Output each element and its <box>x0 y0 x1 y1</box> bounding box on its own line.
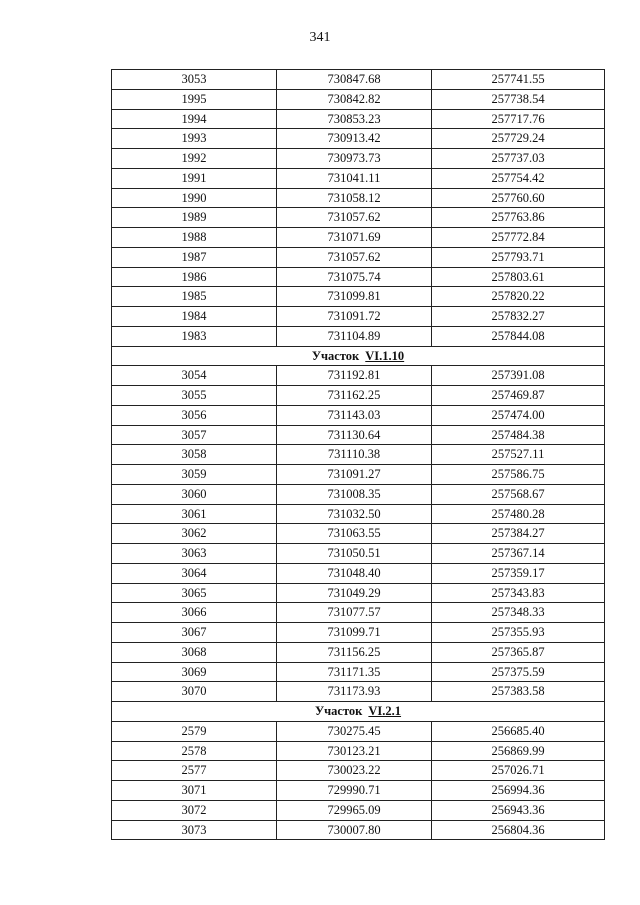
point-number-cell: 1988 <box>112 228 277 248</box>
table-row <box>112 544 605 564</box>
table-row <box>112 563 605 583</box>
point-number-cell: 3053 <box>112 70 277 90</box>
x-coordinate-cell: 731071.69 <box>277 228 432 248</box>
table-row <box>112 484 605 504</box>
x-coordinate-cell: 731048.40 <box>277 563 432 583</box>
section-prefix: Участок <box>314 704 363 719</box>
table-row <box>112 465 605 485</box>
point-number-cell: 1993 <box>112 129 277 149</box>
table-row <box>112 228 605 248</box>
point-number-cell: 3071 <box>112 781 277 801</box>
x-coordinate-cell: 731156.25 <box>277 642 432 662</box>
table-row <box>112 662 605 682</box>
section-id: VI.2.1 <box>368 704 402 719</box>
point-number-cell: 2579 <box>112 721 277 741</box>
point-number-cell: 3060 <box>112 484 277 504</box>
y-coordinate-cell: 256804.36 <box>432 820 605 840</box>
x-coordinate-cell: 731049.29 <box>277 583 432 603</box>
table-row <box>112 89 605 109</box>
point-number-cell: 1983 <box>112 326 277 346</box>
point-number-cell: 1985 <box>112 287 277 307</box>
x-coordinate-cell: 731099.81 <box>277 287 432 307</box>
table-row <box>112 208 605 228</box>
x-coordinate-cell: 731008.35 <box>277 484 432 504</box>
x-coordinate-cell: 731162.25 <box>277 386 432 406</box>
point-number-cell: 1990 <box>112 188 277 208</box>
point-number-cell: 3067 <box>112 623 277 643</box>
point-number-cell: 3057 <box>112 425 277 445</box>
section-header <box>112 702 605 722</box>
table-row <box>112 603 605 623</box>
point-number-cell: 1992 <box>112 149 277 169</box>
y-coordinate-cell: 257384.27 <box>432 524 605 544</box>
y-coordinate-cell: 257738.54 <box>432 89 605 109</box>
point-number-cell: 1987 <box>112 247 277 267</box>
point-number-cell: 3059 <box>112 465 277 485</box>
x-coordinate-cell: 731143.03 <box>277 405 432 425</box>
x-coordinate-cell: 731063.55 <box>277 524 432 544</box>
point-number-cell: 3072 <box>112 800 277 820</box>
x-coordinate-cell: 731104.89 <box>277 326 432 346</box>
point-number-cell: 3065 <box>112 583 277 603</box>
table-row <box>112 129 605 149</box>
x-coordinate-cell: 731050.51 <box>277 544 432 564</box>
point-number-cell: 3069 <box>112 662 277 682</box>
table-row <box>112 800 605 820</box>
x-coordinate-cell: 730275.45 <box>277 721 432 741</box>
x-coordinate-cell: 731057.62 <box>277 208 432 228</box>
y-coordinate-cell: 256869.99 <box>432 741 605 761</box>
point-number-cell: 1989 <box>112 208 277 228</box>
coordinates-table <box>111 69 605 840</box>
table-row <box>112 781 605 801</box>
table-row <box>112 583 605 603</box>
point-number-cell: 1995 <box>112 89 277 109</box>
x-coordinate-cell: 730853.23 <box>277 109 432 129</box>
y-coordinate-cell: 257844.08 <box>432 326 605 346</box>
y-coordinate-cell: 257383.58 <box>432 682 605 702</box>
x-coordinate-cell: 731091.72 <box>277 307 432 327</box>
x-coordinate-cell: 731057.62 <box>277 247 432 267</box>
x-coordinate-cell: 731099.71 <box>277 623 432 643</box>
y-coordinate-cell: 257343.83 <box>432 583 605 603</box>
table-row <box>112 287 605 307</box>
table-row <box>112 623 605 643</box>
y-coordinate-cell: 257737.03 <box>432 149 605 169</box>
y-coordinate-cell: 257527.11 <box>432 445 605 465</box>
x-coordinate-cell: 731032.50 <box>277 504 432 524</box>
x-coordinate-cell: 731075.74 <box>277 267 432 287</box>
table-row <box>112 761 605 781</box>
y-coordinate-cell: 257348.33 <box>432 603 605 623</box>
point-number-cell: 3062 <box>112 524 277 544</box>
table-row <box>112 307 605 327</box>
table-row <box>112 445 605 465</box>
point-number-cell: 3068 <box>112 642 277 662</box>
point-number-cell: 1984 <box>112 307 277 327</box>
x-coordinate-cell: 730023.22 <box>277 761 432 781</box>
x-coordinate-cell: 730842.82 <box>277 89 432 109</box>
x-coordinate-cell: 730123.21 <box>277 741 432 761</box>
table-row <box>112 149 605 169</box>
x-coordinate-cell: 731173.93 <box>277 682 432 702</box>
x-coordinate-cell: 730007.80 <box>277 820 432 840</box>
y-coordinate-cell: 257760.60 <box>432 188 605 208</box>
table-row <box>112 741 605 761</box>
x-coordinate-cell: 730847.68 <box>277 70 432 90</box>
page-number: 341 <box>309 30 331 45</box>
section-header-row <box>112 702 605 722</box>
x-coordinate-cell: 731192.81 <box>277 366 432 386</box>
y-coordinate-cell: 257803.61 <box>432 267 605 287</box>
y-coordinate-cell: 257763.86 <box>432 208 605 228</box>
y-coordinate-cell: 257820.22 <box>432 287 605 307</box>
y-coordinate-cell: 257391.08 <box>432 366 605 386</box>
table-row <box>112 109 605 129</box>
table-row <box>112 247 605 267</box>
point-number-cell: 1994 <box>112 109 277 129</box>
y-coordinate-cell: 256685.40 <box>432 721 605 741</box>
section-header <box>112 346 605 366</box>
point-number-cell: 3054 <box>112 366 277 386</box>
y-coordinate-cell: 257832.27 <box>432 307 605 327</box>
table-row <box>112 70 605 90</box>
table-row <box>112 267 605 287</box>
y-coordinate-cell: 257484.38 <box>432 425 605 445</box>
point-number-cell: 3066 <box>112 603 277 623</box>
y-coordinate-cell: 257355.93 <box>432 623 605 643</box>
y-coordinate-cell: 257729.24 <box>432 129 605 149</box>
x-coordinate-cell: 729965.09 <box>277 800 432 820</box>
point-number-cell: 3063 <box>112 544 277 564</box>
y-coordinate-cell: 257365.87 <box>432 642 605 662</box>
y-coordinate-cell: 257474.00 <box>432 405 605 425</box>
table-row <box>112 366 605 386</box>
table-row <box>112 188 605 208</box>
table-row <box>112 386 605 406</box>
x-coordinate-cell: 731171.35 <box>277 662 432 682</box>
table-row <box>112 721 605 741</box>
x-coordinate-cell: 731130.64 <box>277 425 432 445</box>
y-coordinate-cell: 257367.14 <box>432 544 605 564</box>
point-number-cell: 3064 <box>112 563 277 583</box>
point-number-cell: 3070 <box>112 682 277 702</box>
point-number-cell: 3055 <box>112 386 277 406</box>
y-coordinate-cell: 257754.42 <box>432 168 605 188</box>
point-number-cell: 3073 <box>112 820 277 840</box>
section-prefix: Участок <box>311 348 360 363</box>
y-coordinate-cell: 257480.28 <box>432 504 605 524</box>
table-row <box>112 405 605 425</box>
x-coordinate-cell: 731091.27 <box>277 465 432 485</box>
y-coordinate-cell: 257793.71 <box>432 247 605 267</box>
x-coordinate-cell: 731058.12 <box>277 188 432 208</box>
point-number-cell: 3058 <box>112 445 277 465</box>
table-row <box>112 524 605 544</box>
y-coordinate-cell: 257717.76 <box>432 109 605 129</box>
y-coordinate-cell: 256943.36 <box>432 800 605 820</box>
point-number-cell: 1991 <box>112 168 277 188</box>
x-coordinate-cell: 731110.38 <box>277 445 432 465</box>
y-coordinate-cell: 256994.36 <box>432 781 605 801</box>
table-row <box>112 642 605 662</box>
point-number-cell: 3061 <box>112 504 277 524</box>
y-coordinate-cell: 257359.17 <box>432 563 605 583</box>
table-row <box>112 682 605 702</box>
y-coordinate-cell: 257741.55 <box>432 70 605 90</box>
coordinates-table-body <box>112 70 605 840</box>
table-row <box>112 504 605 524</box>
table-row <box>112 820 605 840</box>
point-number-cell: 1986 <box>112 267 277 287</box>
table-row <box>112 168 605 188</box>
table-row <box>112 425 605 445</box>
section-header-row <box>112 346 605 366</box>
point-number-cell: 2578 <box>112 741 277 761</box>
x-coordinate-cell: 729990.71 <box>277 781 432 801</box>
point-number-cell: 2577 <box>112 761 277 781</box>
x-coordinate-cell: 730973.73 <box>277 149 432 169</box>
y-coordinate-cell: 257772.84 <box>432 228 605 248</box>
section-id: VI.1.10 <box>365 348 405 363</box>
y-coordinate-cell: 257568.67 <box>432 484 605 504</box>
x-coordinate-cell: 731077.57 <box>277 603 432 623</box>
y-coordinate-cell: 257586.75 <box>432 465 605 485</box>
y-coordinate-cell: 257026.71 <box>432 761 605 781</box>
y-coordinate-cell: 257375.59 <box>432 662 605 682</box>
point-number-cell: 3056 <box>112 405 277 425</box>
x-coordinate-cell: 730913.42 <box>277 129 432 149</box>
x-coordinate-cell: 731041.11 <box>277 168 432 188</box>
y-coordinate-cell: 257469.87 <box>432 386 605 406</box>
table-row <box>112 326 605 346</box>
